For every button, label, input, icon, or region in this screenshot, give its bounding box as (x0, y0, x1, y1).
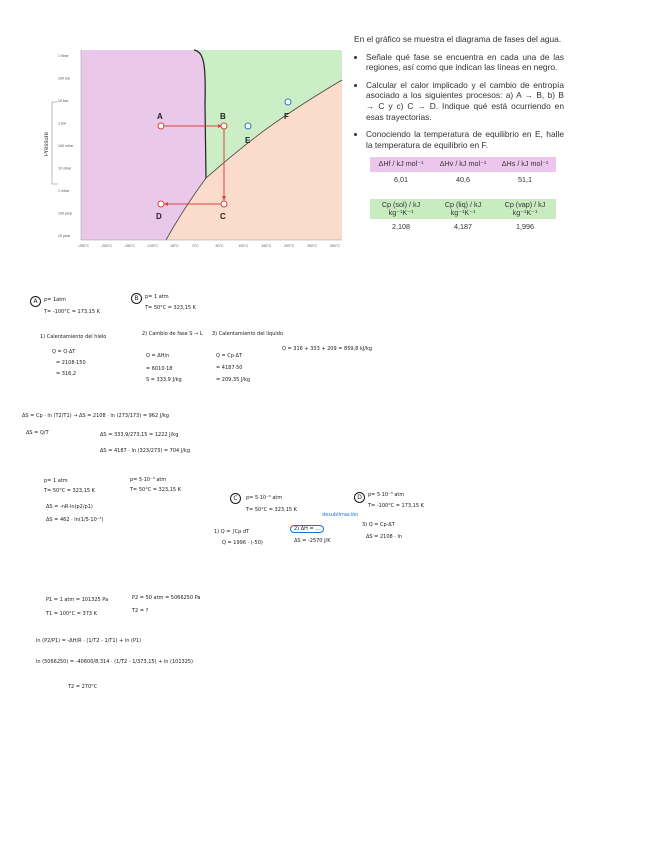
point-d (158, 201, 164, 207)
hw-note: = 4187·50 (216, 365, 243, 371)
hw-head-a: A (30, 296, 41, 307)
y-tick-label: 1 mbar (58, 189, 70, 193)
hw-note: T= -100°C = 173,15 K (44, 309, 100, 315)
hw-head-d: D (354, 492, 365, 503)
point-b (221, 123, 227, 129)
hw-note: 1) Calentamiento del hielo (40, 334, 107, 340)
hw-note: T= 50°C = 323,15 K (130, 487, 181, 493)
hw-note: ΔS = Cp · ln (T2/T1) → ΔS = 2108 · ln (273/173) = 962 J/kg (22, 413, 169, 419)
hw-annotation: desublimación (322, 512, 359, 518)
hw-note: T= 50°C = 323,15 K (246, 507, 297, 513)
x-tick-label: -150°C (123, 244, 136, 248)
hw-note: Q = 1996 · (-50) (222, 540, 263, 546)
x-tick-label: 250°C (307, 244, 318, 248)
hw-note: T= 50°C = 323,15 K (145, 305, 196, 311)
y-tick-label: 10 bar (58, 99, 69, 103)
hw-note: 3) Q = Cp·ΔT (362, 522, 395, 528)
label-c: C (220, 212, 226, 221)
hw-note: p= 1atm (44, 297, 67, 303)
table-cell: 1,996 (516, 221, 534, 231)
hw-note: p= 5·10⁻³ atm (130, 477, 167, 483)
hw-note: 2) Cambio de fase S → L (142, 331, 203, 337)
hw-note: ΔS = -2570 J/K (294, 538, 331, 544)
phase-diagram (44, 44, 348, 252)
table-header: Cp (sol) / kJ kg⁻¹K⁻¹ (370, 199, 432, 219)
hw-note: = 6010·18 (146, 366, 173, 372)
instruction-item: • Calcular el calor implicado y el cambio de entropía asociado a los siguientes procesos: a) A → B, b) B → C y c) C → D. Indique qué está ocurriendo en esas trayectorias. (366, 80, 564, 122)
hw-note: = 2108·150 (56, 360, 86, 366)
instruction-item: • Señale qué fase se encuentra en cada una de las regiones, así como que indican las líneas en negro. (366, 52, 564, 73)
table-header: ΔHs / kJ mol⁻¹ (494, 157, 556, 172)
hw-note: 3) Calentamiento del líquido (212, 331, 284, 337)
y-tick-label: 100 mbar (58, 144, 74, 148)
x-tick-label: -250°C (78, 244, 90, 248)
hw-note: ΔS = 4187 · ln (323/273) = 704 J/kg (100, 448, 191, 454)
hw-note: T1 = 100°C = 373 K (46, 611, 97, 617)
table-header: ΔHv / kJ mol⁻¹ (432, 157, 494, 172)
hw-note: ln (P2/P1) = -ΔH/R · (1/T2 - 1/T1) + ln (P1) (36, 638, 142, 644)
hw-note: p= 1 atm (145, 294, 169, 300)
hw-note: p= 5·10⁻³ atm (246, 495, 283, 501)
heat-capacity-table (370, 199, 556, 236)
hw-head-c: C (230, 493, 241, 504)
instructions (354, 34, 564, 235)
hw-head-b: B (131, 293, 142, 304)
x-tick-label: 200°C (284, 244, 295, 248)
point-a (158, 123, 164, 129)
hw-note: T2 = ? (132, 608, 149, 614)
y-tick-label: 10 mbar (58, 166, 72, 171)
table-cell: 6,01 (394, 174, 408, 184)
table-cell: 40,6 (456, 174, 470, 184)
hw-note: ΔS = 2108 · ln (366, 534, 403, 540)
hw-note: 2) ΔH = ... (290, 525, 324, 533)
hw-note: = 316,2 (56, 371, 77, 377)
y-tick-label: 1 bar (58, 121, 67, 126)
hw-note: p= 1 atm (44, 478, 68, 484)
hw-note: Q = Q·ΔT (52, 349, 76, 355)
y-tick-label: 100 µbar (58, 211, 73, 216)
hw-note: S = 333,9 J/kg (146, 377, 182, 383)
label-f: F (284, 112, 289, 121)
y-axis-label: Pressure (44, 131, 50, 157)
hw-note: T= -100°C = 173,15 K (368, 503, 424, 509)
table-cell: 4,187 (454, 221, 472, 231)
x-tick-label: 0°C (192, 244, 199, 248)
point-c (221, 201, 227, 207)
table-cell: 51,1 (518, 174, 532, 184)
y-tick-label: 10 µbar (58, 234, 71, 238)
hw-note: P1 = 1 atm = 101325 Pa (46, 597, 109, 603)
y-tick-label: 1 Kbar (58, 54, 69, 58)
label-b: B (220, 112, 226, 121)
table-cell: 2,108 (392, 221, 410, 231)
x-tick-label: -200°C (100, 244, 113, 248)
hw-note: ΔS = -nR·ln(p2/p1) (46, 504, 93, 510)
label-d: D (156, 212, 162, 221)
y-tick-label: 100 bar (58, 76, 71, 81)
hw-note: 1) Q = ∫Cp dT (214, 529, 250, 535)
instruction-list (354, 52, 564, 151)
table-header: Cp (vap) / kJ kg⁻¹K⁻¹ (494, 199, 556, 219)
hw-note: T2 = 270°C (68, 684, 98, 690)
x-tick-label: -100°C (146, 244, 158, 248)
hw-note: ΔS = Q/T (26, 430, 49, 436)
label-e: E (245, 136, 251, 145)
hw-note: ΔS = 333,9/273,15 = 1222 J/kg (100, 432, 179, 438)
x-tick-label: 50°C (215, 244, 224, 248)
point-e (245, 123, 251, 129)
hw-note: = 209,35 J/kg (216, 377, 251, 383)
hw-note: Q = ΔH/n (146, 353, 170, 359)
hw-note: ln (5066250) = -40600/8,314 · (1/T2 - 1/373,15) + ln (101325) (36, 659, 194, 665)
instruction-item: • Conociendo la temperatura de equilibrio en E, halle la temperatura de equilibrio en F. (366, 129, 564, 150)
hw-note: T= 50°C = 323,15 K (44, 488, 95, 494)
x-tick-label: 100°C (238, 244, 249, 248)
hw-note: Q = Cp·ΔT (216, 353, 243, 359)
hw-note: ΔS = 462 · ln(1/5·10⁻³) (46, 517, 104, 523)
hw-note: P2 = 50 atm = 5066250 Pa (132, 595, 201, 601)
x-tick-label: 300°C (330, 244, 341, 248)
hw-note: Q = 316 + 333 + 209 = 859,8 kJ/kg (282, 346, 373, 352)
hw-note: p= 5·10⁻³ atm (368, 492, 405, 498)
enthalpy-table (370, 157, 556, 188)
label-a: A (157, 112, 163, 121)
table-header: ΔHf / kJ mol⁻¹ (370, 157, 432, 172)
point-f (285, 99, 291, 105)
x-tick-label: 150°C (261, 244, 272, 248)
x-tick-label: -50°C (169, 244, 179, 248)
intro-text: En el gráfico se muestra el diagrama de fases del agua. (354, 34, 562, 44)
table-header: Cp (liq) / kJ kg⁻¹K⁻¹ (432, 199, 494, 219)
